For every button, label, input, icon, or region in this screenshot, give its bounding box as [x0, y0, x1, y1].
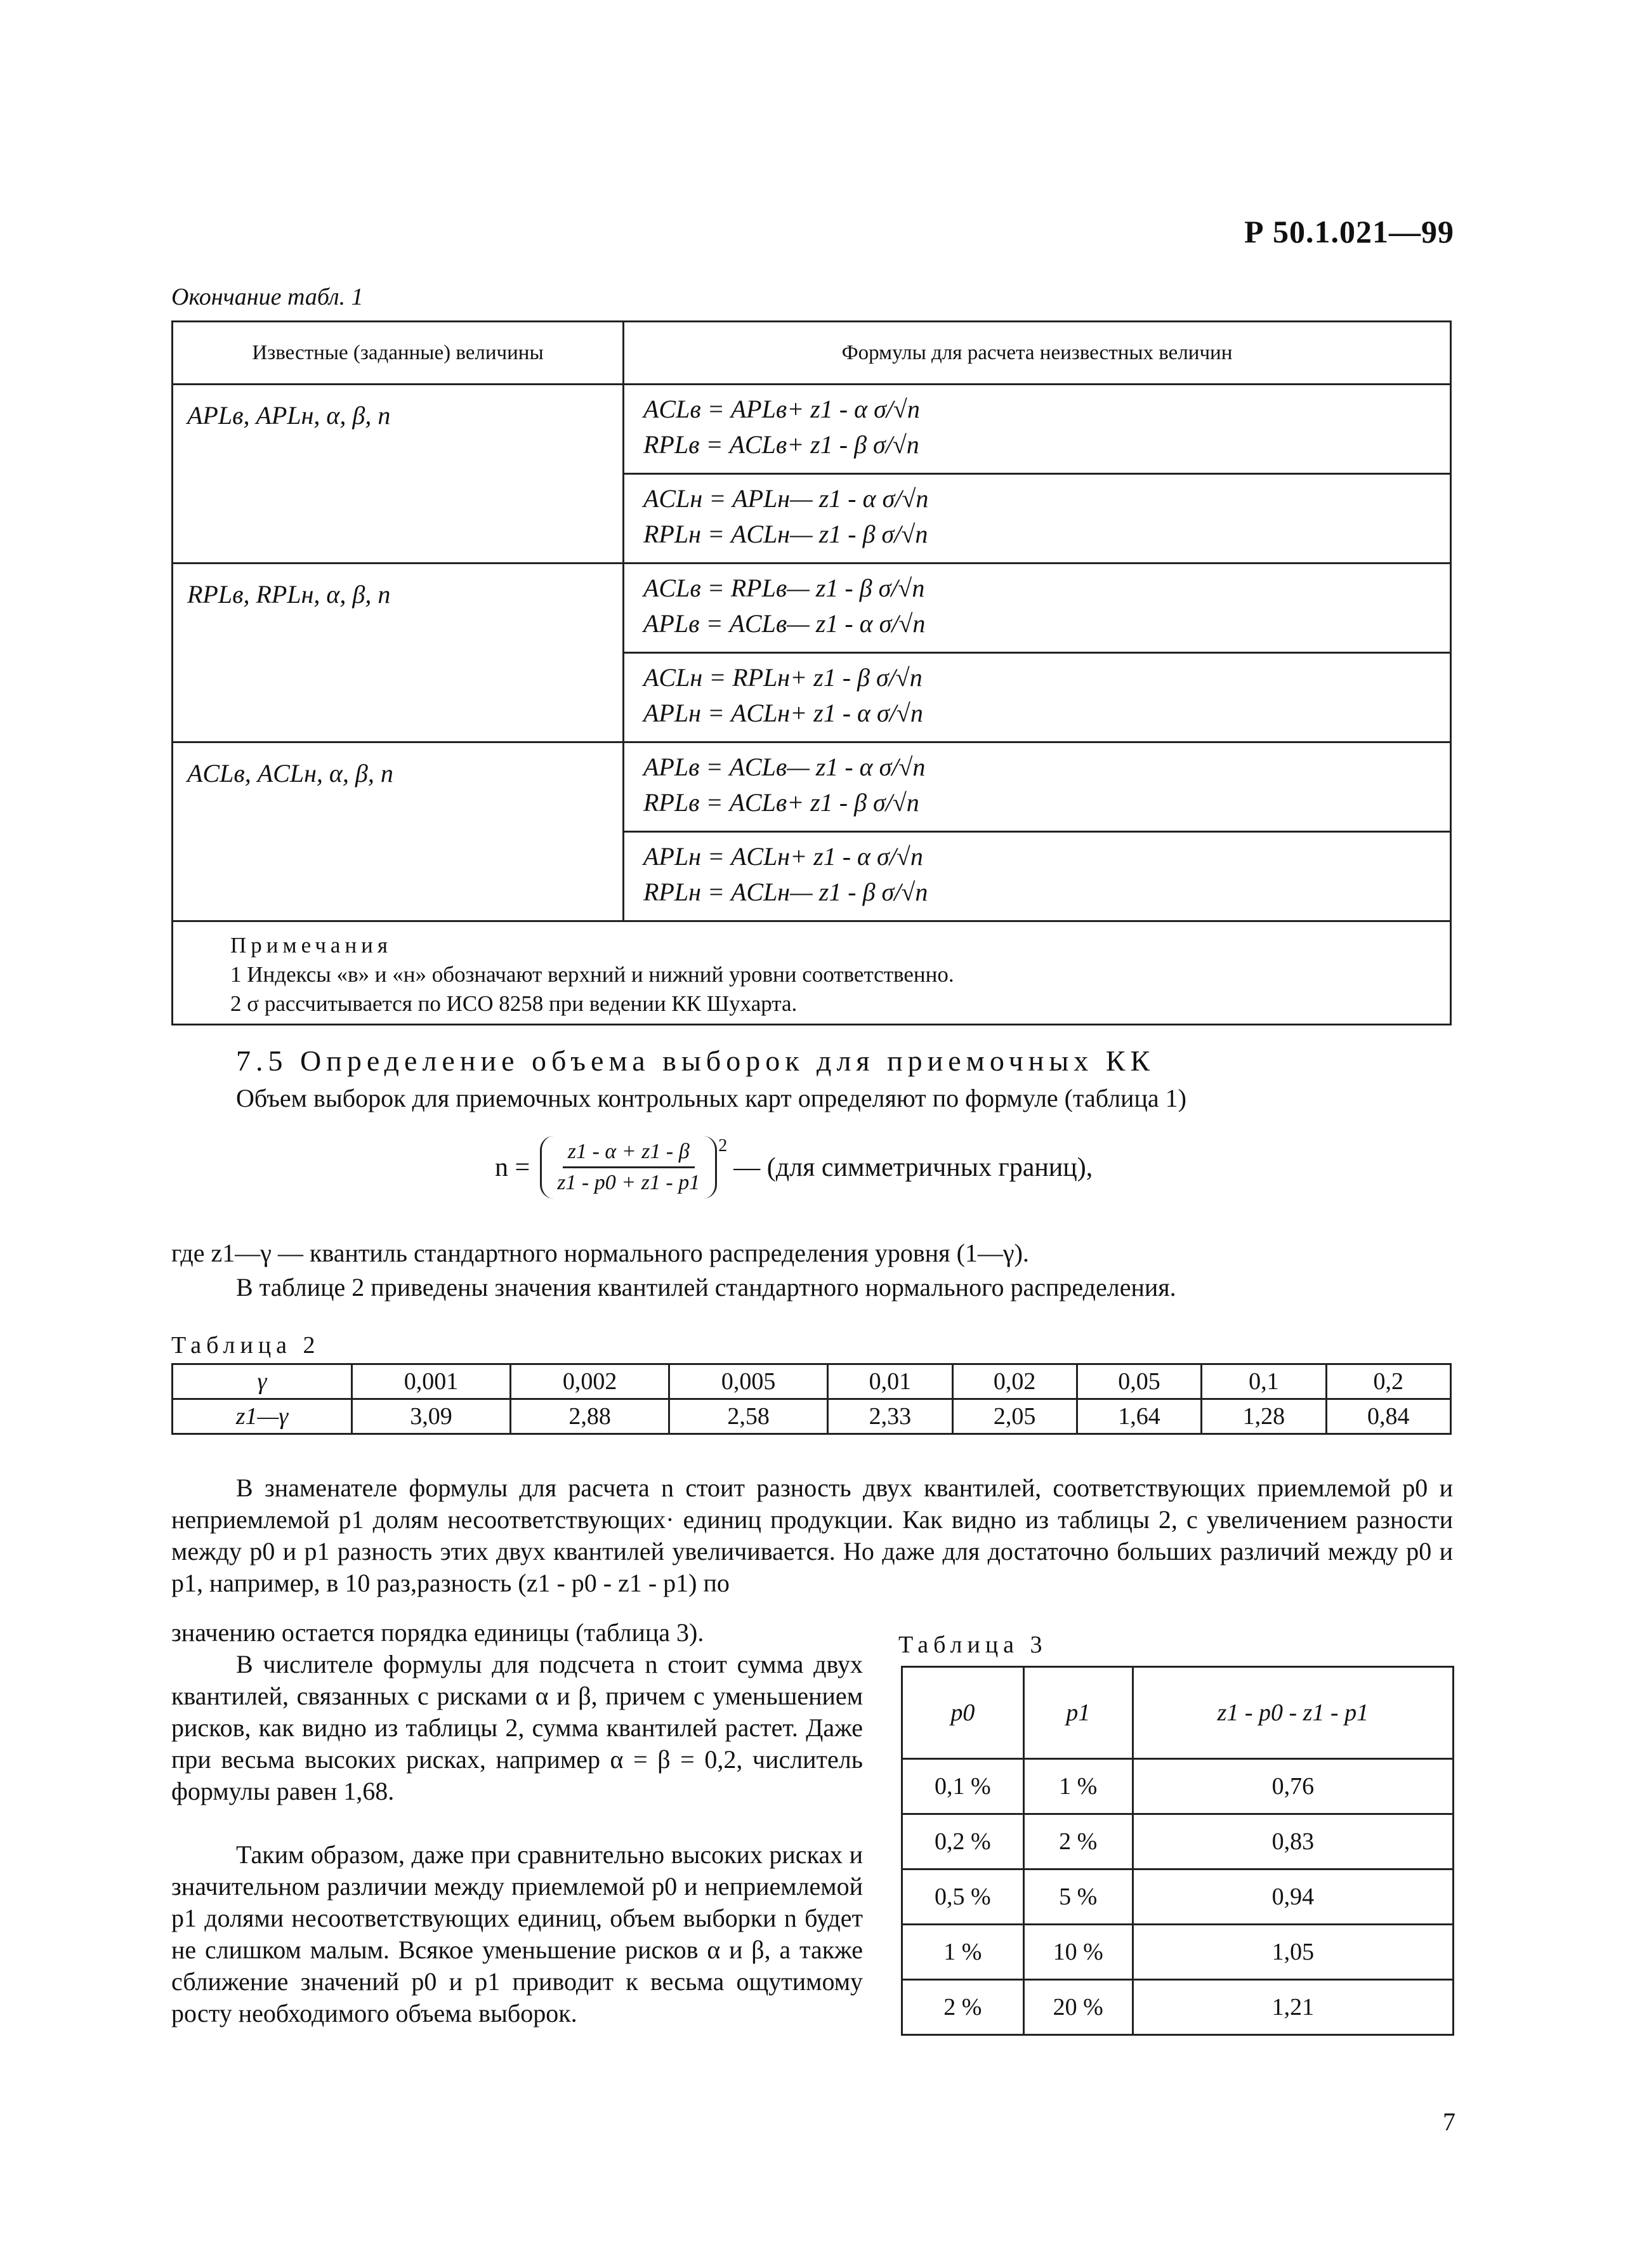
section-intro: Объем выборок для приемочных контрольных карт определяют по формуле (таблица 1): [236, 1084, 1186, 1112]
notes-title: Примечания: [230, 933, 393, 958]
table-cell: 0,84: [1326, 1399, 1450, 1434]
paragraph-denominator-end: значению остается порядка единицы (таблица 3).: [171, 1618, 704, 1647]
table-cell: 2 %: [902, 1980, 1024, 2035]
table-row: [902, 1980, 1454, 2035]
formula-cell: [624, 653, 1451, 742]
table-2-caption: Таблица 2: [171, 1332, 320, 1359]
formula-cell: [624, 742, 1451, 832]
section-title: 7.5 Определение объема выборок для приемочных КК: [236, 1045, 1155, 1077]
table-cell: 0,1 %: [902, 1759, 1024, 1814]
table-1-col-known: Известные (заданные) величины: [173, 322, 624, 385]
table-3-header-row: [902, 1667, 1454, 1759]
known-values-cell: RPLв, RPLн, α, β, n: [173, 564, 624, 742]
table-row: [902, 1814, 1454, 1869]
table-cell: 2,88: [511, 1399, 669, 1434]
table-cell: 1,21: [1133, 1980, 1453, 2035]
table-cell: 1,28: [1202, 1399, 1326, 1434]
table-row: [902, 1869, 1454, 1925]
table-2-gamma-row: [173, 1364, 1451, 1399]
formula-line: RPLн = ACLн— z1 - β σ/√n: [643, 520, 928, 548]
table-1-row: [173, 385, 1451, 474]
formula-cell: [624, 474, 1451, 564]
paragraph-denominator: В знаменателе формулы для расчета n стоит разность двух квантилей, соответствующих приемлемой p0 и неприемлемой p1 долям несоответствующих· единиц продукции. Как видно из таблицы 2, с увеличением разности между p0 и p1 разность этих двух квантилей увеличивается. Но даже для достаточно больших различий между p0 и p1, например, в 10 раз,разность (z1 - p0 - z1 - p1) по: [171, 1474, 1453, 1597]
formula-cell: [624, 564, 1451, 653]
table-2-intro: В таблице 2 приведены значения квантилей стандартного нормального распределения.: [236, 1273, 1176, 1302]
table-cell: 0,83: [1133, 1814, 1453, 1869]
formula-fraction: [540, 1136, 717, 1199]
table-cell: 20 %: [1023, 1980, 1133, 2035]
gamma-header: γ: [173, 1364, 352, 1399]
table-1-row: [173, 742, 1451, 832]
formula-line: RPLв = ACLв+ z1 - β σ/√n: [643, 788, 919, 817]
formula-line: APLн = ACLн+ z1 - α σ/√n: [643, 699, 923, 727]
formula-cell: [624, 832, 1451, 921]
formula-line: RPLв = ACLв+ z1 - β σ/√n: [643, 430, 919, 459]
table-cell: 0,2 %: [902, 1814, 1024, 1869]
formula-line: ACLн = RPLн+ z1 - β σ/√n: [643, 663, 923, 692]
table-1-row: [173, 564, 1451, 653]
known-values-cell: APLв, APLн, α, β, n: [173, 385, 624, 564]
formula-line: RPLн = ACLн— z1 - β σ/√n: [643, 878, 928, 906]
table-cell: 3,09: [352, 1399, 511, 1434]
note-item: 2 σ рассчитывается по ИСО 8258 при ведении КК Шухарта.: [230, 991, 798, 1016]
table-cell: 1 %: [1023, 1759, 1133, 1814]
formula-line: ACLв = APLв+ z1 - α σ/√n: [643, 395, 920, 423]
table-cell: 0,1: [1202, 1364, 1326, 1399]
table-cell: 0,94: [1133, 1869, 1453, 1925]
table-1-notes: [173, 921, 1451, 1025]
table-1-col-formulas: Формулы для расчета неизвестных величин: [624, 322, 1451, 385]
document-code: Р 50.1.021—99: [1244, 214, 1454, 249]
table-cell: 0,001: [352, 1364, 511, 1399]
quantile-definition: где z1—γ — квантиль стандартного нормального распределения уровня (1—γ).: [171, 1239, 1029, 1267]
table-cell: 2 %: [1023, 1814, 1133, 1869]
formula-cell: [624, 385, 1451, 474]
table-row: [902, 1925, 1454, 1980]
formula-line: ACLн = APLн— z1 - α σ/√n: [643, 484, 929, 513]
sample-size-formula: [495, 1136, 1093, 1199]
table-cell: 0,02: [952, 1364, 1077, 1399]
table-cell: 0,005: [669, 1364, 828, 1399]
formula-denominator: z1 - p0 + z1 - p1: [557, 1171, 700, 1194]
table-3: [901, 1666, 1454, 2036]
table-3-caption: Таблица 3: [898, 1632, 1048, 1658]
table-cell: 2,05: [952, 1399, 1077, 1434]
table-cell: 0,76: [1133, 1759, 1453, 1814]
table-2-quantile-row: [173, 1399, 1451, 1434]
table-header-cell: p0: [902, 1667, 1024, 1759]
table-cell: 5 %: [1023, 1869, 1133, 1925]
table-1-header-row: [173, 322, 1451, 385]
note-item: 1 Индексы «в» и «н» обозначают верхний и нижний уровни соответственно.: [230, 962, 954, 987]
formula-lhs: n =: [495, 1152, 530, 1182]
table-cell: 1,64: [1077, 1399, 1201, 1434]
formula-line: ACLв = RPLв— z1 - β σ/√n: [643, 574, 925, 602]
formula-line: APLв = ACLв— z1 - α σ/√n: [643, 609, 926, 638]
formula-line: APLв = ACLв— z1 - α σ/√n: [643, 753, 926, 781]
table-1: [171, 320, 1452, 1025]
paragraph-numerator: В числителе формулы для подсчета n стоит сумма двух квантилей, связанных с рисками α и β, причем с уменьшением рисков, как видно из таблицы 2, сумма квантилей растет. Даже при весьма высоких рисках, например α = β = 0,2, числитель формулы равен 1,68.: [171, 1650, 863, 1805]
table-row: [902, 1759, 1454, 1814]
paragraph-conclusion: Таким образом, даже при сравнительно высоких рисках и значительном различии между приемлемой p0 и неприемлемой p1 долями несоответствующих единиц, объем выборки n будет не слишком малым. Всякое уменьшение рисков α и β, а также сближение значений p0 и p1 приводит к весьма ощутимому росту необходимого объема выборок.: [171, 1840, 863, 2027]
table-cell: 1 %: [902, 1925, 1024, 1980]
formula-line: APLн = ACLн+ z1 - α σ/√n: [643, 842, 923, 871]
formula-power: 2: [718, 1136, 728, 1156]
table-cell: 0,01: [828, 1364, 952, 1399]
table-cell: 10 %: [1023, 1925, 1133, 1980]
table-cell: 2,33: [828, 1399, 952, 1434]
table-cell: 0,05: [1077, 1364, 1201, 1399]
table-2: [171, 1363, 1452, 1435]
quantile-header: z1—γ: [173, 1399, 352, 1434]
formula-comment: — (для симметричных границ),: [733, 1152, 1093, 1182]
table-1-notes-row: [173, 921, 1451, 1025]
table-continuation-label: Окончание табл. 1: [171, 284, 364, 310]
table-cell: 0,002: [511, 1364, 669, 1399]
table-cell: 1,05: [1133, 1925, 1453, 1980]
known-values-cell: ACLв, ACLн, α, β, n: [173, 742, 624, 921]
table-cell: 2,58: [669, 1399, 828, 1434]
table-header-cell: z1 - p0 - z1 - p1: [1133, 1667, 1453, 1759]
table-header-cell: p1: [1023, 1667, 1133, 1759]
table-cell: 0,2: [1326, 1364, 1450, 1399]
formula-numerator: z1 - α + z1 - β: [563, 1140, 695, 1168]
page-number: 7: [1443, 2107, 1455, 2136]
table-cell: 0,5 %: [902, 1869, 1024, 1925]
